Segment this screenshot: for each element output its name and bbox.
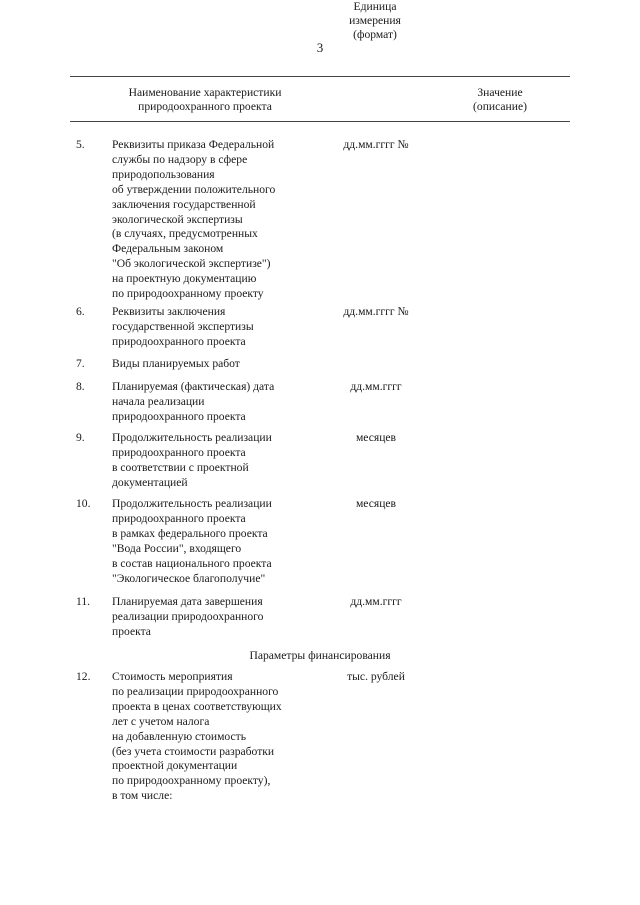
row-unit: тыс. рублей bbox=[347, 670, 405, 683]
row-characteristic: Стоимость мероприятия по реализации природоохранного проекта в ценах соответствующих лет с учетом налога на добавленную стоимость (без учета стоимости разработки проектной документации по природоохранному проекту), в том числе: bbox=[112, 670, 282, 803]
column-header-name: Наименование характеристики природоохранного проекта bbox=[128, 86, 282, 113]
column-header-unit: Единица измерения (формат) bbox=[349, 0, 401, 41]
row-unit: дд.мм.гггг № bbox=[343, 305, 409, 318]
row-unit: месяцев bbox=[355, 431, 397, 444]
page-number: 3 bbox=[316, 40, 324, 55]
row-number: 6. bbox=[76, 305, 85, 318]
row-characteristic: Реквизиты приказа Федеральной службы по надзору в сфере природопользования об утверждении положительного заключения государственной экологической экспертизы (в случаях, предусмотренных Федеральным законом "Об экологической экспертизе") на проектную документацию по природоохранному проекту bbox=[112, 138, 276, 301]
row-characteristic: Планируемая (фактическая) дата начала реализации природоохранного проекта bbox=[112, 380, 275, 423]
row-characteristic: Продолжительность реализации природоохранного проекта в соответствии с проектной документацией bbox=[112, 431, 272, 489]
row-unit: дд.мм.гггг bbox=[350, 595, 402, 608]
row-unit: дд.мм.гггг № bbox=[343, 138, 409, 151]
row-number: 9. bbox=[76, 431, 85, 444]
row-number: 7. bbox=[76, 357, 85, 370]
section-title: Параметры финансирования bbox=[249, 649, 391, 662]
column-header-value: Значение (описание) bbox=[473, 86, 527, 113]
row-number: 5. bbox=[76, 138, 85, 151]
row-unit: месяцев bbox=[355, 497, 397, 510]
row-characteristic: Реквизиты заключения государственной экспертизы природоохранного проекта bbox=[112, 305, 254, 348]
row-number: 10. bbox=[76, 497, 91, 510]
row-characteristic: Продолжительность реализации природоохранного проекта в рамках федерального проекта "Вода России", входящего в состав национального проекта "Экологическое благополучие" bbox=[112, 497, 272, 585]
row-unit: дд.мм.гггг bbox=[350, 380, 402, 393]
row-characteristic: Планируемая дата завершения реализации природоохранного проекта bbox=[112, 595, 264, 638]
row-number: 12. bbox=[76, 670, 91, 683]
row-number: 11. bbox=[76, 595, 91, 608]
row-characteristic: Виды планируемых работ bbox=[112, 357, 240, 370]
table-header-top-rule bbox=[70, 76, 570, 77]
row-number: 8. bbox=[76, 380, 85, 393]
table-header-bottom-rule bbox=[70, 121, 570, 122]
